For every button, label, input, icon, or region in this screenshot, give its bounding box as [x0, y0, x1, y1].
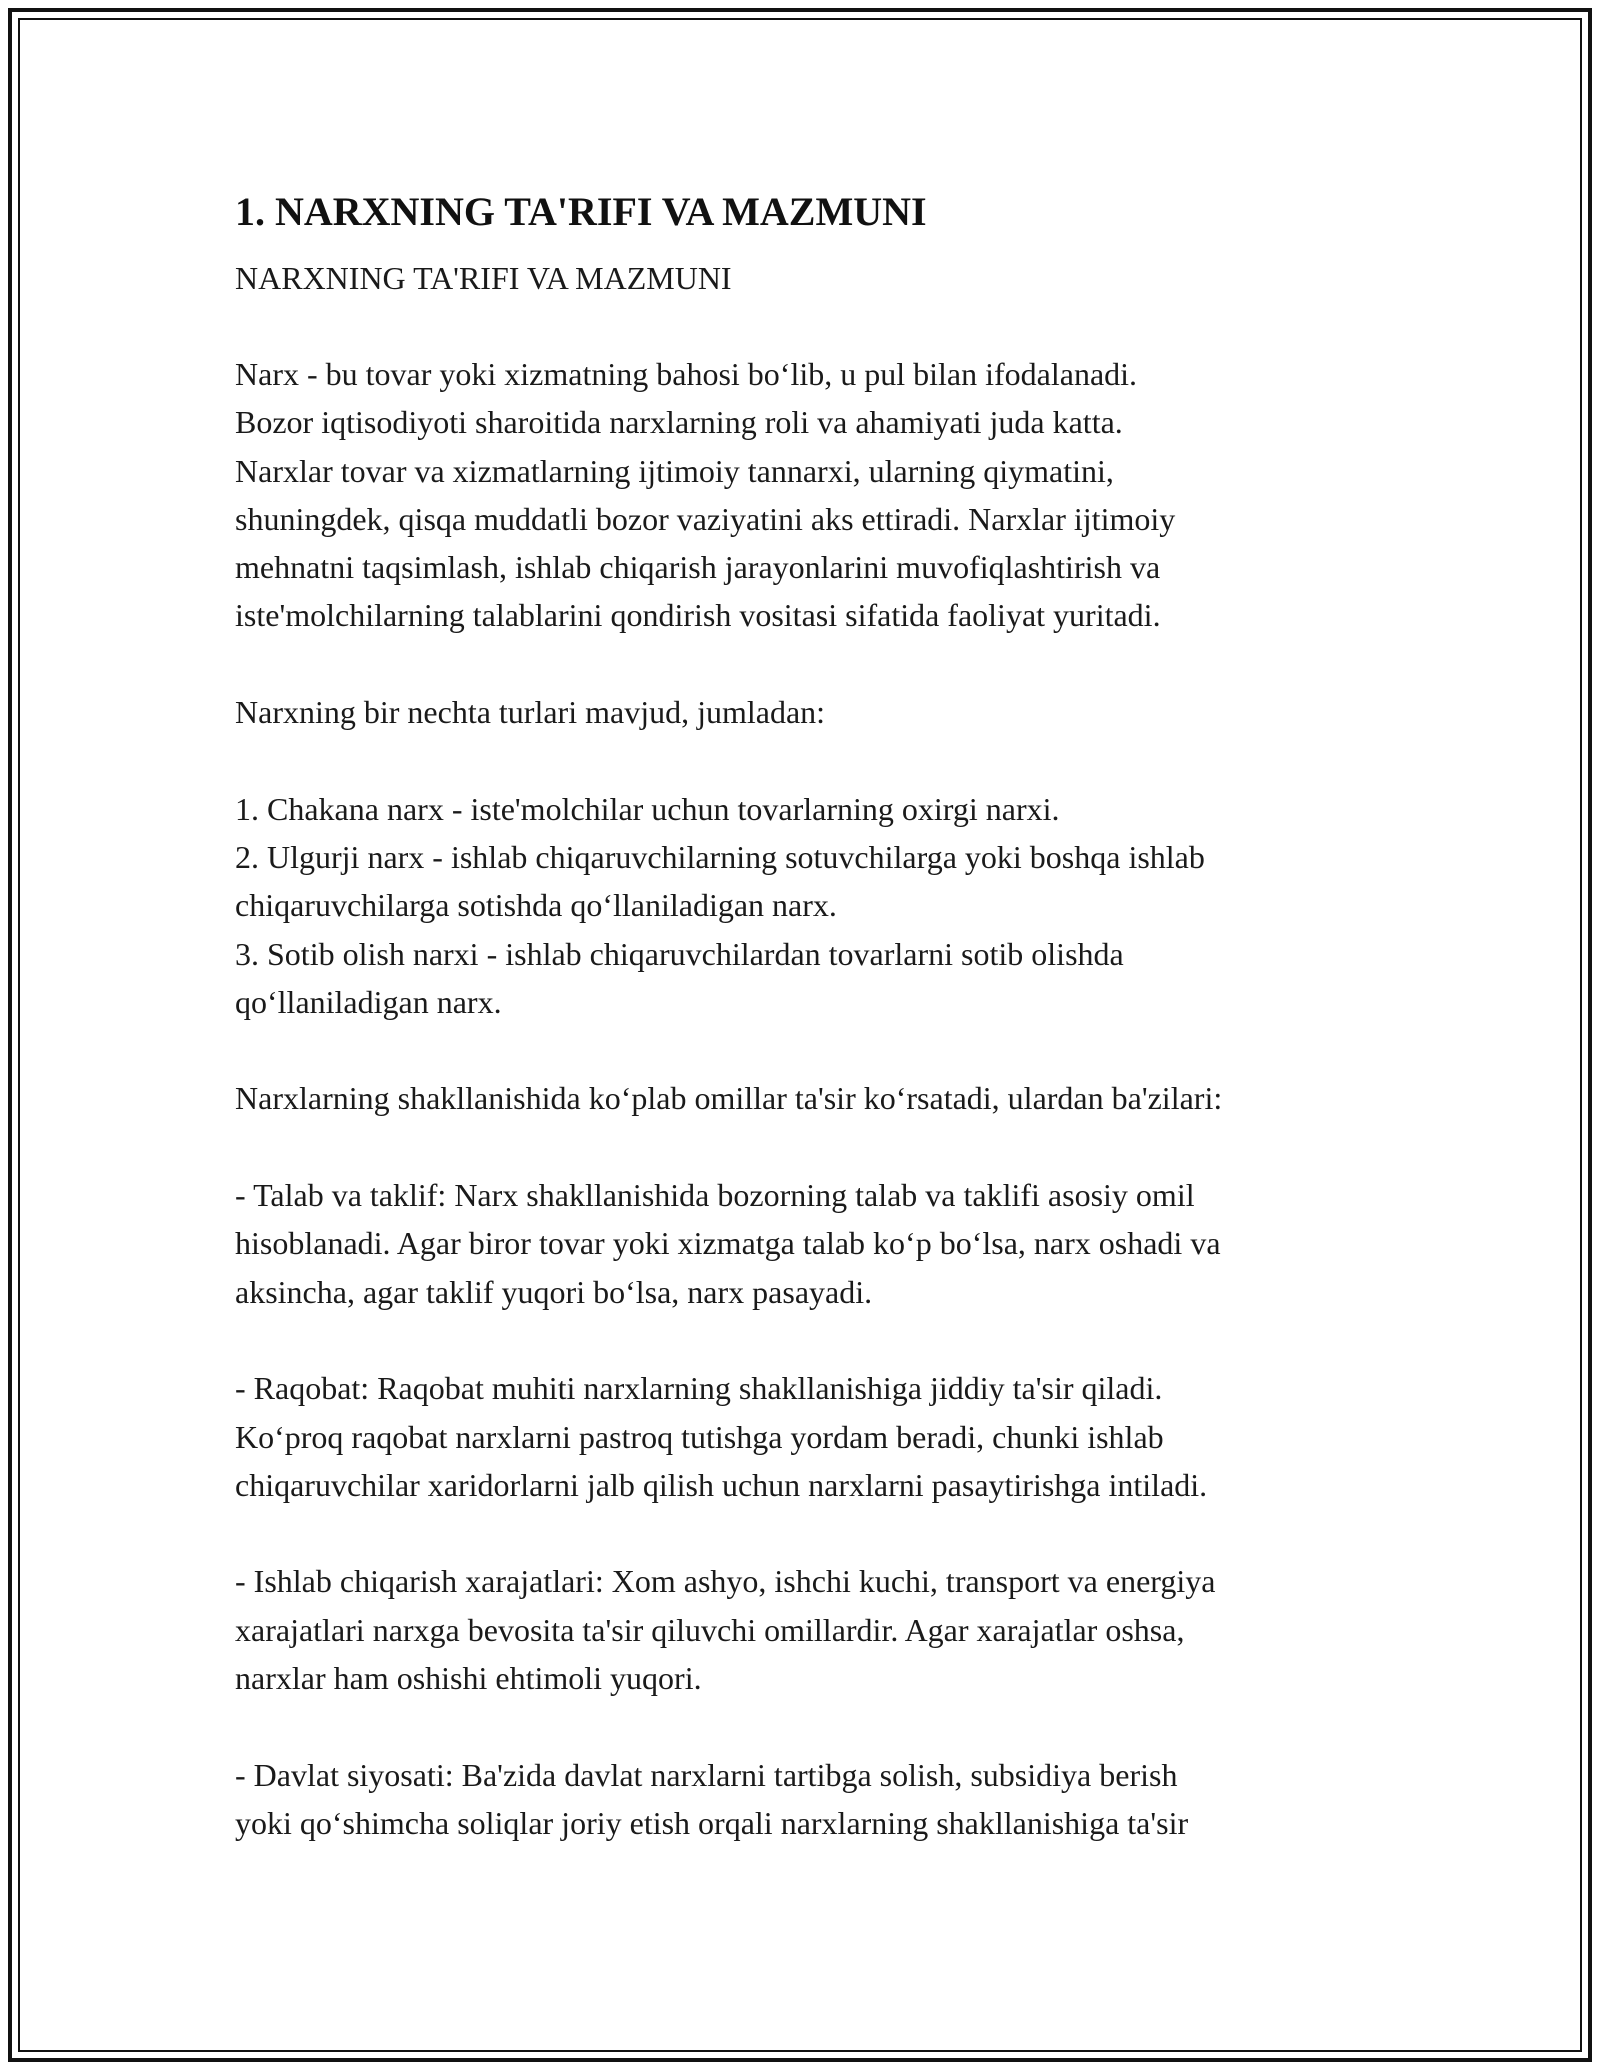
factor-line: aksincha, agar taklif yuqori bo‘lsa, narx pasayadi. — [235, 1273, 873, 1310]
intro-line: Narxlar tovar va xizmatlarning ijtimoiy tannarxi, ularning qiymatini, — [235, 452, 1114, 489]
list-item: 1. Chakana narx - iste'molchilar uchun tovarlarning oxirgi narxi. — [235, 790, 1060, 827]
page-title: 1. NARXNING TA'RIFI VA MAZMUNI — [235, 189, 927, 234]
intro-line: iste'molchilarning talablarini qondirish vositasi sifatida faoliyat yuritadi. — [235, 597, 1161, 634]
list-item: chiqaruvchilarga sotishda qo‘llaniladigan narx. — [235, 887, 837, 924]
intro-line: mehnatni taqsimlash, ishlab chiqarish jarayonlarini muvofiqlashtirish va — [235, 549, 1161, 586]
factor-competition — [235, 1364, 1395, 1509]
types-intro-line: Narxning bir nechta turlari mavjud, jumladan: — [235, 694, 826, 731]
factor-supply-demand — [235, 1171, 1395, 1316]
factor-line: yoki qo‘shimcha soliqlar joriy etish orqali narxlarning shakllanishiga ta'sir — [235, 1804, 1189, 1841]
factors-intro-line: Narxlarning shakllanishida ko‘plab omillar ta'sir ko‘rsatadi, ulardan ba'zilari: — [235, 1080, 1223, 1117]
factor-line: chiqaruvchilar xaridorlarni jalb qilish uchun narxlarni pasaytirishga intiladi. — [235, 1466, 1208, 1503]
factor-line: Ko‘proq raqobat narxlarni pastroq tutishga yordam beradi, chunki ishlab — [235, 1418, 1164, 1455]
factor-line: - Ishlab chiqarish xarajatlari: Xom ashyo, ishchi kuchi, transport va energiya — [235, 1563, 1216, 1600]
factor-line: xarajatlari narxga bevosita ta'sir qiluvchi omillardir. Agar xarajatlar oshsa, — [235, 1611, 1185, 1648]
intro-line: Narx - bu tovar yoki xizmatning bahosi bo‘lib, u pul bilan ifodalanadi. — [235, 356, 1138, 392]
intro-line: shuningdek, qisqa muddatli bozor vaziyatini aks ettiradi. Narxlar ijtimoiy — [235, 500, 1176, 537]
factor-line: - Davlat siyosati: Ba'zida davlat narxlarni tartibga solish, subsidiya berish — [235, 1756, 1178, 1793]
list-item: 3. Sotib olish narxi - ishlab chiqaruvchilardan tovarlarni sotib olishda — [235, 935, 1124, 972]
section-subtitle: NARXNING TA'RIFI VA MAZMUNI — [235, 260, 732, 296]
factors-intro-paragraph — [235, 1074, 1395, 1122]
types-intro-paragraph — [235, 688, 1395, 736]
list-item: 2. Ulgurji narx - ishlab chiqaruvchilarning sotuvchilarga yoki boshqa ishlab — [235, 838, 1205, 875]
factor-line: - Raqobat: Raqobat muhiti narxlarning shakllanishiga jiddiy ta'sir qiladi. — [235, 1370, 1163, 1407]
factor-line: narxlar ham oshishi ehtimoli yuqori. — [235, 1660, 702, 1697]
intro-line: Bozor iqtisodiyoti sharoitida narxlarning roli va ahamiyati juda katta. — [235, 404, 1123, 441]
price-types-list — [235, 785, 1395, 1026]
factor-state-policy — [235, 1751, 1395, 1848]
list-item: qo‘llaniladigan narx. — [235, 983, 502, 1020]
factor-line: - Talab va taklif: Narx shakllanishida bozorning talab va taklifi asosiy omil — [235, 1177, 1195, 1214]
intro-paragraph — [235, 350, 1395, 640]
factor-line: hisoblanadi. Agar biror tovar yoki xizmatga talab ko‘p bo‘lsa, narx oshadi va — [235, 1225, 1221, 1262]
factor-production-costs — [235, 1557, 1395, 1702]
document-body — [235, 186, 1395, 1847]
